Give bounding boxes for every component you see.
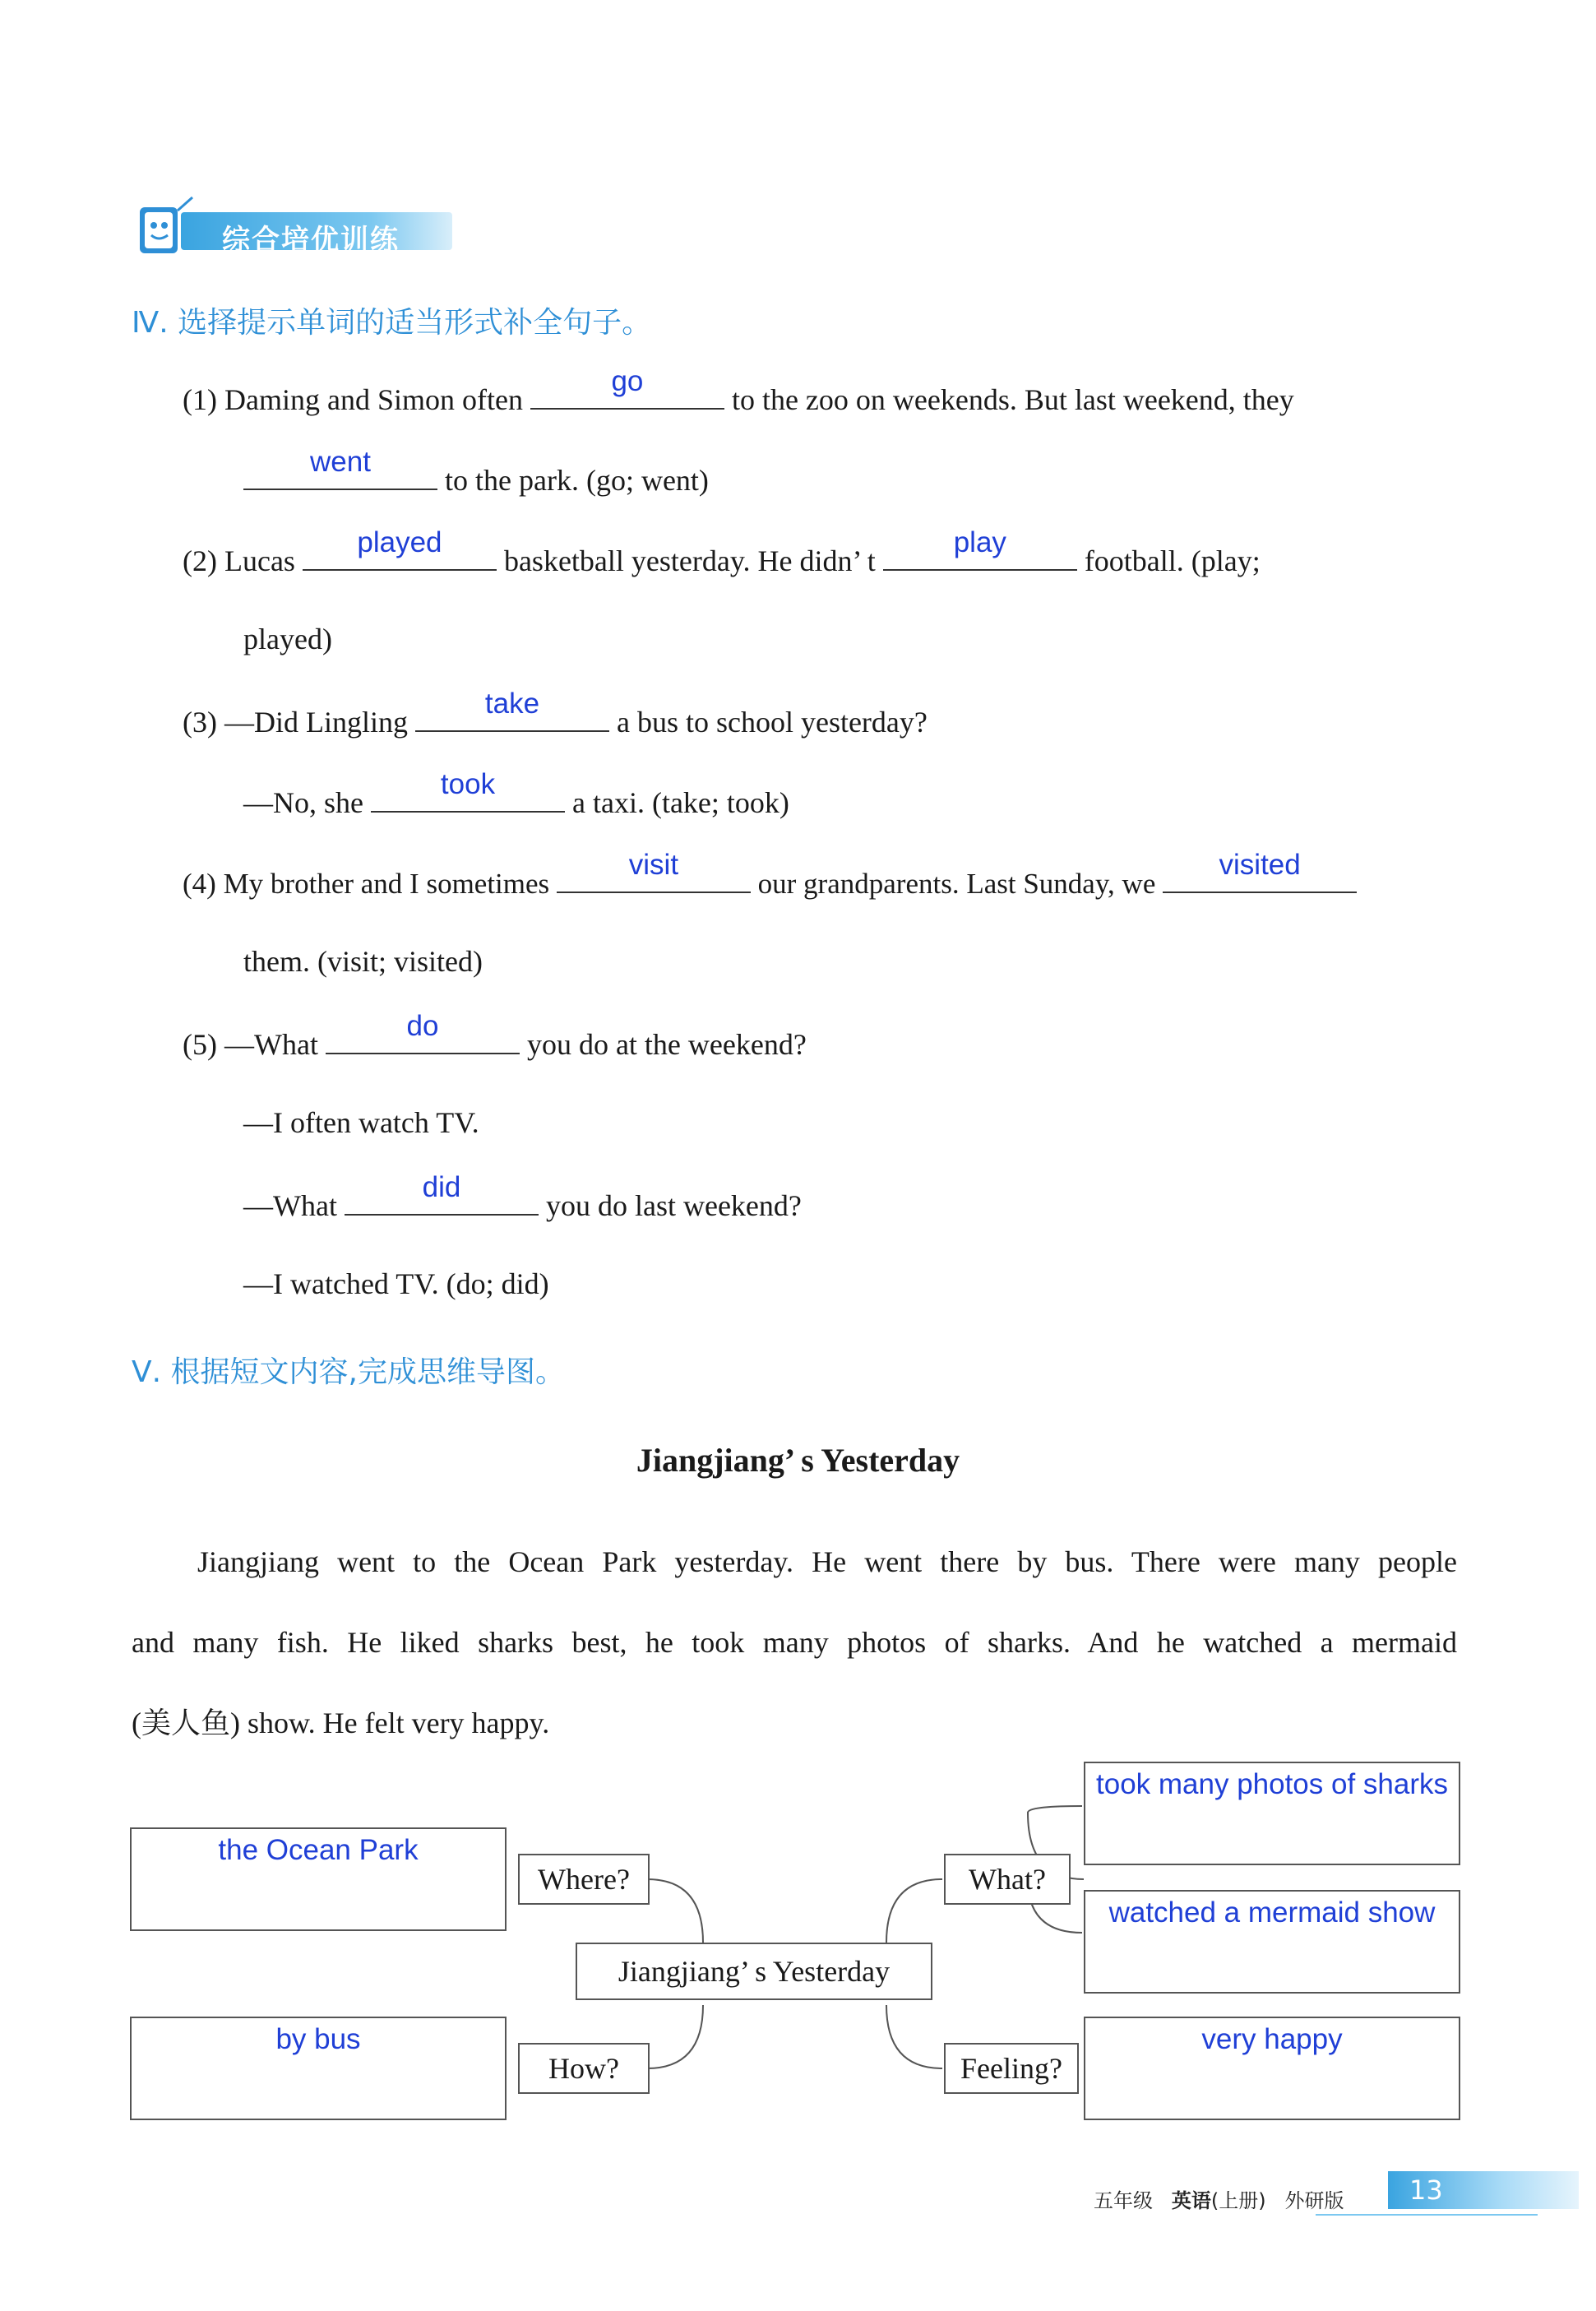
q2-text1: Lucas xyxy=(224,544,295,577)
connector-how xyxy=(647,2005,703,2068)
q4-number: (4) xyxy=(183,868,216,900)
what-answer-2: watched a mermaid show xyxy=(1108,1897,1436,1929)
feeling-answer: very happy xyxy=(1201,2023,1343,2055)
q1-blank1[interactable] xyxy=(530,365,724,410)
q1-text1: Daming and Simon often xyxy=(224,383,523,416)
passage-line-1: Jiangjiang went to the Ocean Park yesterday. He went there by bus. There were many people xyxy=(197,1545,1457,1578)
q1-blank2[interactable] xyxy=(243,446,437,490)
feeling-answer-box[interactable] xyxy=(1084,2017,1460,2120)
q2-blank2[interactable] xyxy=(883,526,1077,571)
connector-where xyxy=(647,1879,703,1943)
what-answer-box-2[interactable] xyxy=(1084,1890,1460,1994)
q5-line1 xyxy=(183,1010,807,1062)
footer-rule xyxy=(1316,2214,1538,2216)
what-answer-1: took many photos of sharks xyxy=(1096,1768,1448,1800)
q5-number: (5) xyxy=(183,1028,217,1061)
q3-blank1[interactable] xyxy=(415,688,609,732)
q2-line2: played) xyxy=(243,623,332,655)
q3-text2: a bus to school yesterday? xyxy=(616,706,928,739)
q3-text3: —No, she xyxy=(243,786,363,819)
q5-line2: —I often watch TV. xyxy=(243,1106,479,1139)
q3-answer1: take xyxy=(484,688,540,720)
what-answer-box-1[interactable] xyxy=(1084,1762,1460,1865)
feeling-node: Feeling? xyxy=(944,2043,1079,2094)
q5-answer1: do xyxy=(406,1010,439,1042)
q3-text1: —Did Lingling xyxy=(224,706,408,739)
q5-text4: —What xyxy=(243,1189,337,1222)
connector-what xyxy=(886,1879,942,1943)
q2-answer1: played xyxy=(357,526,442,558)
q1-answer1: go xyxy=(611,365,644,397)
q4-answer2: visited xyxy=(1219,849,1301,881)
q3-line2 xyxy=(243,768,789,820)
footer-grade: 五年级 xyxy=(1094,2189,1153,2212)
passage-line-2: and many fish. He liked sharks best, he took many photos of sharks. And he watched a mermaid xyxy=(132,1626,1457,1659)
how-answer-box[interactable] xyxy=(130,2017,507,2120)
footer-subject: 英语 xyxy=(1171,2189,1211,2212)
q3-answer2: took xyxy=(440,768,496,800)
section-banner xyxy=(132,196,460,260)
q5-line4: —I watched TV. (do; did) xyxy=(243,1267,549,1300)
q1-number: (1) xyxy=(183,383,217,416)
q2-text2: basketball yesterday. He didn’ t xyxy=(503,544,876,577)
q4-text2: our grandparents. Last Sunday, we xyxy=(757,868,1156,900)
q4-answer1: visit xyxy=(628,849,679,881)
q3-number: (3) xyxy=(183,706,217,739)
page-number: 13 xyxy=(1409,2174,1443,2206)
q2-blank1[interactable] xyxy=(303,526,497,571)
passage-title: Jiangjiang’ s Yesterday xyxy=(636,1442,960,1479)
passage-line-3: (美人鱼) show. He felt very happy. xyxy=(132,1707,550,1739)
connector-feeling xyxy=(886,2005,942,2068)
what-node: What? xyxy=(944,1854,1071,1905)
q5-text5: you do last weekend? xyxy=(545,1189,802,1222)
q5-blank2[interactable] xyxy=(345,1171,539,1216)
how-node: How? xyxy=(518,2043,650,2094)
where-node: Where? xyxy=(518,1854,650,1905)
q1-text3: to the park. (go; went) xyxy=(445,464,709,497)
q5-text1: —What xyxy=(224,1028,318,1061)
q2-text3: football. (play; xyxy=(1084,544,1261,577)
center-node: Jiangjiang’ s Yesterday xyxy=(576,1943,932,2000)
footer-info xyxy=(1094,2184,1344,2213)
footer-edition: 外研版 xyxy=(1284,2189,1344,2212)
q4-blank2[interactable] xyxy=(1163,849,1357,893)
q4-line2: them. (visit; visited) xyxy=(243,945,483,978)
banner-title: 综合培优训练 xyxy=(222,224,400,257)
where-answer: the Ocean Park xyxy=(218,1834,419,1866)
q5-line3 xyxy=(243,1171,802,1223)
q3-blank2[interactable] xyxy=(371,768,565,813)
section-5-heading: Ⅴ. 根据短文内容,完成思维导图。 xyxy=(132,1355,565,1389)
q2-line1 xyxy=(183,526,1261,578)
q3-text4: a taxi. (take; took) xyxy=(572,786,789,819)
q5-blank1[interactable] xyxy=(326,1010,520,1054)
q3-line1 xyxy=(183,688,928,739)
q1-text2: to the zoo on weekends. But last weekend, they xyxy=(731,383,1294,416)
q1-line1 xyxy=(183,365,1294,417)
where-answer-box[interactable] xyxy=(130,1827,507,1931)
q5-answer2: did xyxy=(422,1171,461,1203)
q5-text2: you do at the weekend? xyxy=(526,1028,807,1061)
q4-line1 xyxy=(183,849,1357,901)
q2-answer2: play xyxy=(953,526,1006,558)
q1-line2 xyxy=(243,446,709,498)
footer-volume: (上册) xyxy=(1210,2189,1266,2212)
q4-blank1[interactable] xyxy=(557,849,751,893)
q4-text1: My brother and I sometimes xyxy=(223,868,550,900)
page-number-tab xyxy=(1388,2171,1579,2209)
book-mascot-icon xyxy=(132,196,197,262)
q1-answer2: went xyxy=(310,446,371,478)
q2-number: (2) xyxy=(183,544,217,577)
how-answer: by bus xyxy=(275,2023,361,2055)
section-4-heading: Ⅳ. 选择提示单词的适当形式补全句子。 xyxy=(132,306,652,340)
